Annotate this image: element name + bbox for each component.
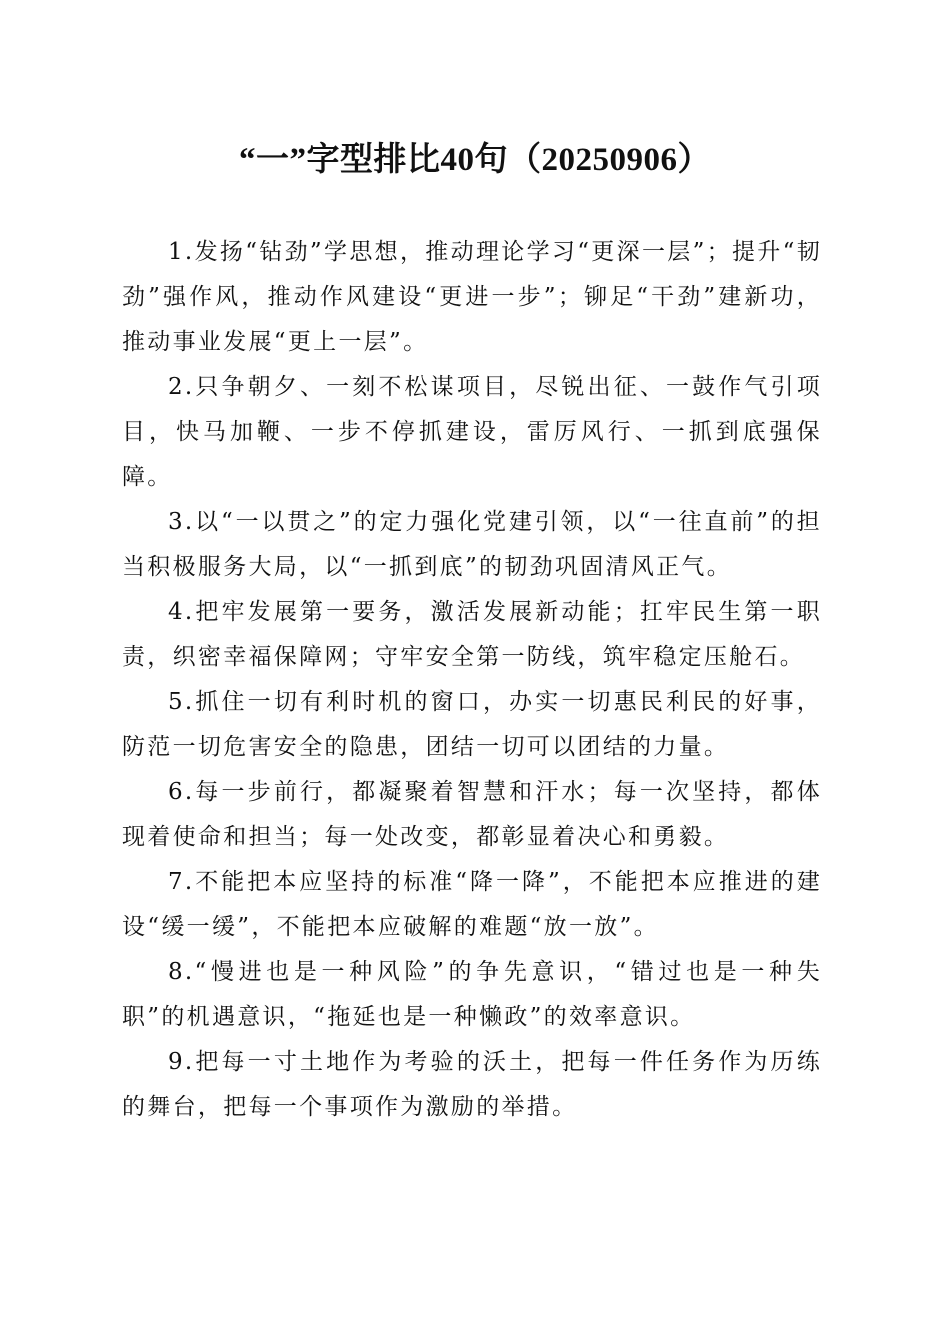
paragraph-7: 7.不能把本应坚持的标准“降一降”，不能把本应推进的建设“缓一缓”，不能把本应破解的难题“放一放”。 (122, 869, 822, 940)
paragraph-9: 9.把每一寸土地作为考验的沃土，把每一件任务作为历练的舞台，把每一个事项作为激励的举措。 (122, 1049, 822, 1120)
paragraph-1: 1.发扬“钻劲”学思想，推动理论学习“更深一层”；提升“韧劲”强作风，推动作风建设“更进一步”；铆足“干劲”建新功，推动事业发展“更上一层”。 (122, 239, 822, 355)
paragraph-5: 5.抓住一切有利时机的窗口，办实一切惠民利民的好事，防范一切危害安全的隐患，团结一切可以团结的力量。 (122, 689, 822, 760)
paragraph-6: 6.每一步前行，都凝聚着智慧和汗水；每一次坚持，都体现着使命和担当；每一处改变，都彰显着决心和勇毅。 (122, 779, 822, 850)
paragraph-8: 8.“慢进也是一种风险”的争先意识，“错过也是一种失职”的机遇意识，“拖延也是一种懒政”的效率意识。 (122, 959, 822, 1030)
paragraph-4: 4.把牢发展第一要务，激活发展新动能；扛牢民生第一职责，织密幸福保障网；守牢安全第一防线，筑牢稳定压舱石。 (122, 599, 822, 670)
paragraph-3: 3.以“一以贯之”的定力强化党建引领，以“一往直前”的担当积极服务大局，以“一抓到底”的韧劲巩固清风正气。 (122, 509, 822, 580)
paragraph-2: 2.只争朝夕、一刻不松谋项目，尽锐出征、一鼓作气引项目，快马加鞭、一步不停抓建设，雷厉风行、一抓到底强保障。 (122, 374, 822, 490)
document-body (122, 230, 822, 1130)
document-title: “一”字型排比40句（20250906） (239, 142, 711, 178)
